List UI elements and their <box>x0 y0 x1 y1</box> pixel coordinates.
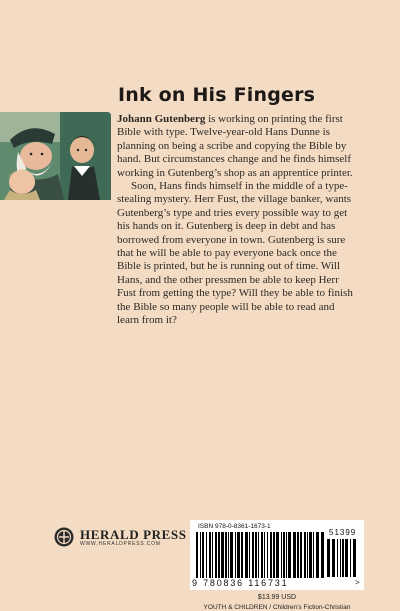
publisher-logo <box>54 527 187 547</box>
herald-press-emblem-icon <box>54 527 74 547</box>
price-code: 51399 <box>329 528 357 537</box>
book-title: Ink on His Fingers <box>118 84 316 106</box>
publisher-url: WWW.HERALDPRESS.COM <box>80 540 161 547</box>
supplement-barcode-bars <box>327 539 359 577</box>
cover-illustration <box>0 112 111 200</box>
barcode-digits: 9 780836 116731 <box>192 578 289 588</box>
blurb-lead-name: Johann Gutenberg <box>117 113 206 125</box>
price: $13.99 USD <box>257 594 297 601</box>
publisher-name: HERALD PRESS <box>80 526 187 542</box>
back-cover-blurb <box>117 113 359 328</box>
blurb-paragraph-2: Soon, Hans finds himself in the middle of a type-stealing mystery. Herr Fust, the village banker, wants Gutenberg’s type and tries every possible way to get his hands on it. Gutenberg is deep in debt and has borrowed from everyone in town. Gutenberg is sure that he will be able to pay everyone back once the Bible is printed, but he is running out of time. Will Hans, and the other pressmen be able to keep Herr Fust from getting the type? Will they be able to finish the Bible so many people will be able to read and learn from it? <box>117 180 353 327</box>
isbn-number: ISBN 978-0-8361-1673-1 <box>198 523 271 530</box>
barcode-arrow: > <box>355 578 360 587</box>
blurb-paragraph-1 <box>117 113 359 180</box>
blurb-paragraph-1-text: is working on printing the first Bible with type. Twelve-year-old Hans Dunne is planning on being a scribe and copying the Bible by hand. But circumstances change and he finds himself working in Gutenberg’s shop as an apprentice printer. <box>117 113 353 179</box>
isbn-barcode <box>190 520 364 590</box>
book-category: YOUTH & CHILDREN / Children’s Fiction-Christian <box>203 604 351 611</box>
ean-barcode-bars <box>196 532 324 578</box>
